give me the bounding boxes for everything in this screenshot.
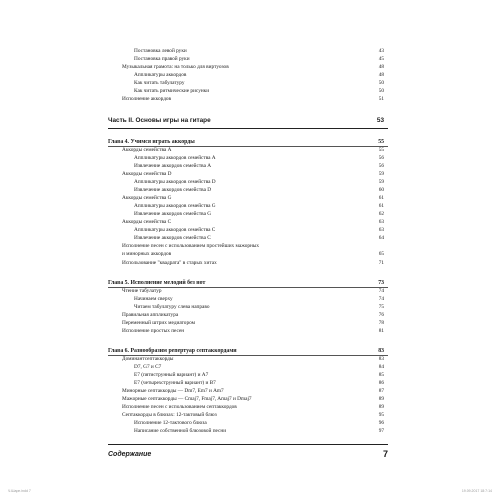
section-rule-heavy [108,444,388,445]
toc-entry-title: Как читать табулатуру [134,80,185,86]
toc-entry-title: Мажорные септаккорды — Cmaj7, Fmaj7, Amaj7 и Dmaj7 [122,396,252,402]
toc-entry [0,234,500,242]
toc-entry [0,55,500,63]
toc-entry [0,411,500,419]
toc-entry-title: Начинаем сверху [134,296,173,302]
print-slug-date: 19.09.2017 18:7:14 [461,489,492,493]
toc-entry-title: Исполнение песен с использованием простейших мажорных [122,243,260,249]
toc-entry-page: 56 [378,155,384,161]
toc-entry-title: Глава 5. Исполнение мелодий без нот [108,280,206,286]
toc-entry-page: 59 [378,179,384,185]
toc-entry-page: 85 [378,372,384,378]
toc-entry-page: 74 [378,288,384,294]
toc-entry [0,186,500,194]
toc-entry-page: 78 [378,320,384,326]
toc-entry-title: Использование "квадрата" в старых хитах [122,260,217,266]
toc-entry-title: Аппликатуры аккордов семейства А [134,155,216,161]
toc-entry-title: Извлечение аккордов семейства D [134,187,212,193]
toc-entry-page: 48 [378,64,384,70]
toc-entry-title: Исполнение аккордов [122,96,172,102]
toc-entry [0,170,500,178]
toc-entry-title: Извлечение аккордов семейства А [134,163,212,169]
toc-chapter-heading [0,347,500,355]
toc-entry-title: Глава 4. Учимся играть аккорды [108,139,195,145]
toc-entry-page: 64 [378,235,384,241]
toc-entry-title: Аппликатуры аккордов семейства С [134,227,216,233]
toc-entry-title: Аппликатуры аккордов [134,72,187,78]
toc-entry [0,355,500,363]
toc-entry [0,311,500,319]
toc-entry-page: 56 [378,163,384,169]
toc-entry-page: 65 [378,251,384,257]
toc-entry [0,218,500,226]
toc-entry-page: 55 [378,139,384,145]
toc-entry-page: 61 [378,195,384,201]
toc-entry-page: 86 [378,380,384,386]
toc-chapter-heading [0,279,500,287]
toc-entry-page: 50 [378,80,384,86]
toc-entry [0,210,500,218]
toc-entry-title: Аккорды семейства С [122,219,172,225]
toc-entry [0,287,500,295]
toc-entry [0,63,500,71]
toc-entry-page: 63 [378,227,384,233]
toc-entry [0,327,500,335]
toc-entry-title: Музыкальная грамота: на только для виртуозов [122,64,229,70]
toc-entry-title: Как читать ритмические рисунки [134,88,210,94]
toc-entry-page: 95 [378,412,384,418]
toc-entry-title: Доминантсептаккорды [122,356,174,362]
toc-entry [0,226,500,234]
toc-entry-page: 48 [378,72,384,78]
print-slug-file: Ч.Шарп.indd 7 [8,489,31,493]
toc-entry [0,154,500,162]
toc-entry [0,202,500,210]
toc-entry-page: 50 [378,88,384,94]
toc-entry-page: 63 [378,219,384,225]
toc-entry-title: Часть II. Основы игры на гитаре [108,117,211,124]
toc-entry [0,427,500,435]
toc-entry-title: Переменный штрих медиатором [122,320,195,326]
toc-entry-page: 73 [378,280,384,286]
toc-entry-title: E7 (четырехструнный вариант) и B7 [134,380,216,386]
toc-entry-title: E7 (пятиструнный вариант) и A7 [134,372,209,378]
section-rule-heavy [108,128,388,129]
toc-entry [0,47,500,55]
toc-entry-title: Глава 6. Разнообразим репертуар септаккордами [108,348,237,354]
toc-entry-title: D7, G7 и С7 [134,364,162,370]
toc-entry [0,146,500,154]
page-number: 7 [382,449,388,459]
toc-entry-title: Аккорды семейства А [122,147,172,153]
toc-entry [0,403,500,411]
toc-entry [0,259,500,267]
toc-entry-title: Исполнение песен с использованием септаккордов [122,404,237,410]
toc-entry [0,371,500,379]
toc-entry-page: 59 [378,171,384,177]
toc-entry [0,178,500,186]
toc-entry-page: 83 [378,356,384,362]
toc-entry-title: Чтение табулатур [122,288,162,294]
toc-entry-page: 43 [378,48,384,54]
toc-entry [0,387,500,395]
toc-entry-page: 55 [378,147,384,153]
toc-entry-page: 75 [378,304,384,310]
toc-entry-title: Исполнение простых песен [122,328,185,334]
toc-entry [0,194,500,202]
toc-entry-title: Аппликатуры аккордов семейства D [134,179,216,185]
toc-entry-page: 89 [378,396,384,402]
toc-entry [0,379,500,387]
toc-entry-title: Исполнение 12-тактового блюза [134,420,207,426]
toc-entry-page: 51 [378,96,384,102]
toc-entry-page: 45 [378,56,384,62]
toc-entry-title: Правильная аппликатура [122,312,179,318]
toc-entry [0,250,500,258]
toc-entry [0,363,500,371]
toc-entry-title: Постановка левой руки [134,48,187,54]
toc-entry [0,295,500,303]
toc-entry-title: Извлечение аккордов семейства G [134,211,212,217]
toc-entry-page: 53 [376,117,384,124]
toc-entry-page: 97 [378,428,384,434]
toc-entry-page: 87 [378,388,384,394]
toc-entry-title: Извлечение аккордов семейства С [134,235,211,241]
toc-entry-title: Постановка правой руки [134,56,190,62]
toc-entry-page: 76 [378,312,384,318]
toc-entry-title: Септаккорды в блюзах: 12-тактовый блюз [122,412,217,418]
toc-entry-title: Аккорды семейства D [122,171,172,177]
toc-entry-page: 61 [378,203,384,209]
toc-entry [0,87,500,95]
toc-entry [0,303,500,311]
toc-entry-page: 89 [378,404,384,410]
toc-entry-title: Аккорды семейства G [122,195,172,201]
running-footer-title: Содержание [108,451,152,458]
toc-entry-page: 96 [378,420,384,426]
toc-chapter-heading [0,138,500,146]
toc-entry-title: Аппликатуры аккордов семейства G [134,203,216,209]
toc-entry-page: 84 [378,364,384,370]
toc-entry [0,162,500,170]
toc-part-heading [0,117,500,125]
toc-entry-title: Написание собственной блюзовой песни [134,428,227,434]
toc-entry-page: 81 [378,328,384,334]
toc-entry [0,395,500,403]
toc-entry [0,71,500,79]
toc-entry-page: 62 [378,211,384,217]
toc-entry-page: 60 [378,187,384,193]
toc-entry [0,95,500,103]
toc-entry-page: 74 [378,296,384,302]
toc-entry [0,242,500,250]
toc-entry [0,419,500,427]
toc-entry [0,79,500,87]
toc-entry-page: 83 [378,348,384,354]
toc-entry-title: и минорных аккордов [122,251,172,257]
toc-entry-title: Минорные септаккорды — Dm7, Em7 и Am7 [122,388,224,394]
toc-entry-title: Читаем табулатуру слева направо [134,304,210,310]
toc-entry [0,319,500,327]
toc-entry-page: 71 [378,260,384,266]
